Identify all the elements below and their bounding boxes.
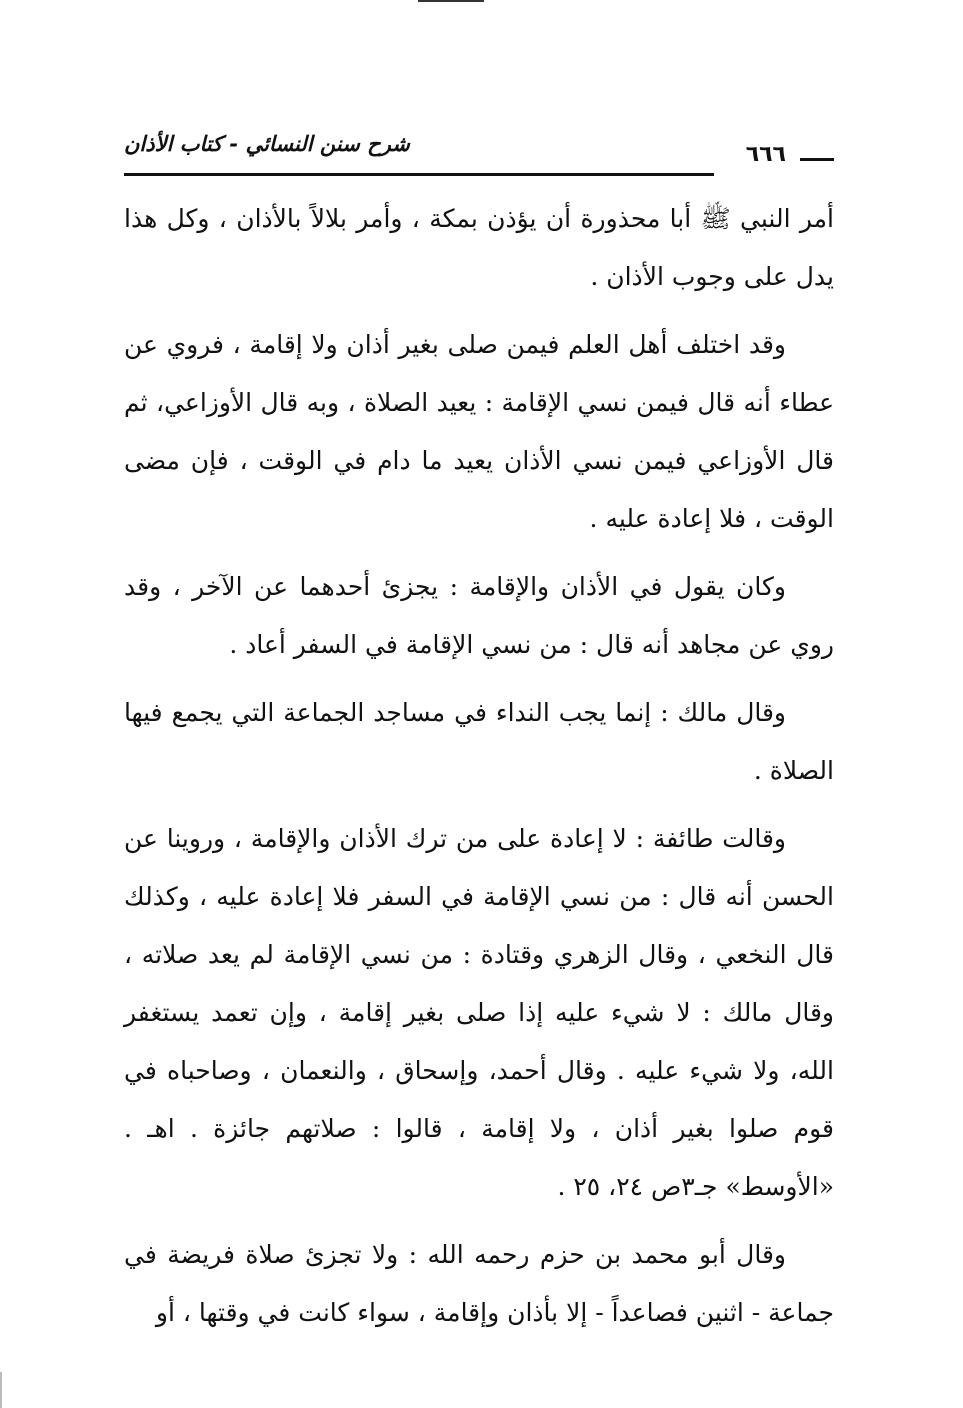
running-header bbox=[124, 128, 834, 178]
top-edge-mark bbox=[418, 0, 484, 2]
header-title: شرح سنن النسائي - كتاب الأذان bbox=[124, 132, 410, 156]
scan-edge-mark bbox=[0, 1372, 2, 1408]
header-rule bbox=[124, 173, 714, 176]
page-number: ٦٦٦ bbox=[745, 142, 786, 167]
paragraph-5: وقالت طائفة : لا إعادة على من ترك الأذان والإقامة ، وروينا عن الحسن أنه قال : من نسي الإقامة في السفر فلا إعادة عليه ، وكذلك قال النخعي ، وقال الزهري وقتادة : من نسي الإقامة لم يعد صلاته ، وقال مالك : لا شيء عليه إذا صلى بغير إقامة ، وإن تعمد يستغفر الله، ولا شيء عليه . وقال أحمد، وإسحاق ، والنعمان ، وصاحباه في قوم صلوا بغير أذان ، ولا إقامة ، قالوا : صلاتهم جائزة . اهـ . «الأوسط» جـ٣ص ٢٤، ٢٥ . bbox=[124, 824, 834, 1201]
paragraph-4: وقال مالك : إنما يجب النداء في مساجد الجماعة التي يجمع فيها الصلاة . bbox=[124, 698, 834, 785]
page-number-dash bbox=[800, 158, 834, 161]
paragraph-2: وقد اختلف أهل العلم فيمن صلى بغير أذان ولا إقامة ، فروي عن عطاء أنه قال فيمن نسي الإقامة : يعيد الصلاة ، وبه قال الأوزاعي، ثم قال الأوزاعي فيمن نسي الأذان يعيد ما دام في الوقت ، فإن مضى الوقت ، فلا إعادة عليه . bbox=[124, 330, 834, 533]
paragraph-6: وقال أبو محمد بن حزم رحمه الله : ولا تجزئ صلاة فريضة في جماعة - اثنين فصاعداً - إلا بأذان وإقامة ، سواء كانت في وقتها ، أو bbox=[124, 1240, 834, 1327]
page-body bbox=[124, 190, 834, 1352]
paragraph-3: وكان يقول في الأذان والإقامة : يجزئ أحدهما عن الآخر ، وقد روي عن مجاهد أنه قال : من نسي الإقامة في السفر أعاد . bbox=[124, 572, 834, 659]
paragraph-1: أمر النبي ﷺ أبا محذورة أن يؤذن بمكة ، وأمر بلالاً بالأذان ، وكل هذا يدل على وجوب الأذان . bbox=[124, 204, 834, 291]
